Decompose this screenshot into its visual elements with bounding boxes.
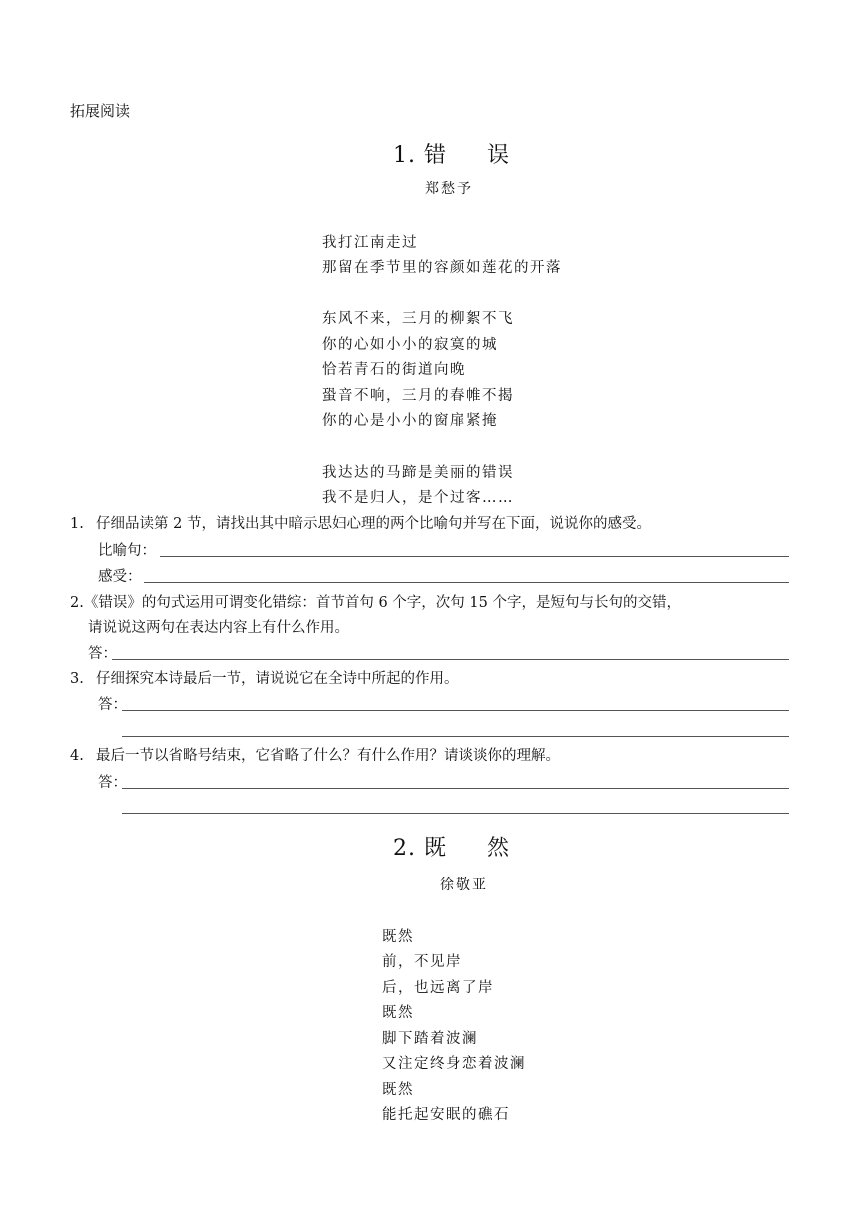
- question-number: 2.: [70, 595, 84, 611]
- poem1-line: 我打江南走过: [322, 235, 418, 251]
- poem2-line: 又注定终身恋着波澜: [382, 1056, 526, 1072]
- poem2-title-char-2: 然: [487, 836, 511, 861]
- question-text: 最后一节以省略号结束，它省略了什么？有什么作用？请谈谈你的理解。: [96, 748, 560, 764]
- poem1-line: 你的心是小小的窗扉紧掩: [322, 413, 498, 429]
- poem1-line: 那留在季节里的容颜如莲花的开落: [322, 260, 562, 276]
- question-text: 仔细品读第 2 节，请找出其中暗示思妇心理的两个比喻句并写在下面，说说你的感受。: [96, 516, 651, 532]
- poem1-title-char-2: 误: [487, 143, 511, 168]
- poem1-line: 我达达的马蹄是美丽的错误: [322, 465, 514, 481]
- answer-line[interactable]: [122, 813, 789, 814]
- question-number: 4.: [70, 748, 84, 764]
- poem2-line: 后，也远离了岸: [382, 980, 494, 996]
- poem1-title-number: 1.: [393, 143, 416, 168]
- question-4: [70, 744, 560, 765]
- question-3: [70, 667, 459, 688]
- answer-label: 答：: [98, 775, 127, 791]
- question-1: [70, 512, 651, 533]
- answer-label: 比喻句：: [98, 543, 156, 559]
- question-2: [70, 591, 681, 612]
- answer-line[interactable]: [122, 788, 789, 789]
- poem2-line: 既然: [382, 1005, 414, 1021]
- poem1-title: [393, 138, 510, 169]
- poem2-author: 徐敬亚: [440, 877, 488, 893]
- question-text: 仔细探究本诗最后一节，请说说它在全诗中所起的作用。: [96, 671, 459, 687]
- poem1-line: 我不是归人，是个过客……: [322, 490, 514, 506]
- answer-label: 感受：: [98, 569, 142, 585]
- section-label: 拓展阅读: [70, 102, 131, 120]
- answer-label: 答：: [88, 646, 117, 662]
- answer-line[interactable]: [144, 582, 789, 583]
- poem1-title-char-1: 错: [424, 143, 448, 168]
- poem1-author: 郑愁予: [425, 181, 473, 197]
- poem2-title: [393, 831, 510, 862]
- poem2-line: 脚下踏着波澜: [382, 1031, 478, 1047]
- poem2-title-number: 2.: [393, 836, 416, 861]
- poem2-line: 既然: [382, 1082, 414, 1098]
- poem2-line: 能托起安眠的礁石: [382, 1107, 510, 1123]
- poem1-line: 蛩音不响，三月的春帷不揭: [322, 388, 514, 404]
- question-number: 3.: [70, 671, 84, 687]
- answer-line[interactable]: [122, 710, 789, 711]
- question-text: 《错误》的句式运用可谓变化错综：首节首句 6 个字，次句 15 个字，是短句与长句的交错，: [83, 595, 681, 611]
- answer-line[interactable]: [112, 659, 789, 660]
- answer-label: 答：: [98, 697, 127, 713]
- poem1-line: 东风不来，三月的柳絮不飞: [322, 311, 514, 327]
- poem1-line: 恰若青石的街道向晚: [322, 362, 466, 378]
- poem2-title-char-1: 既: [424, 836, 448, 861]
- poem2-line: 既然: [382, 929, 414, 945]
- answer-line[interactable]: [122, 736, 789, 737]
- poem1-line: 你的心如小小的寂寞的城: [322, 337, 498, 353]
- question-number: 1.: [70, 516, 84, 532]
- question-2-continued: 请说说这两句在表达内容上有什么作用。: [88, 620, 349, 636]
- poem2-line: 前，不见岸: [382, 954, 462, 970]
- answer-line[interactable]: [160, 556, 789, 557]
